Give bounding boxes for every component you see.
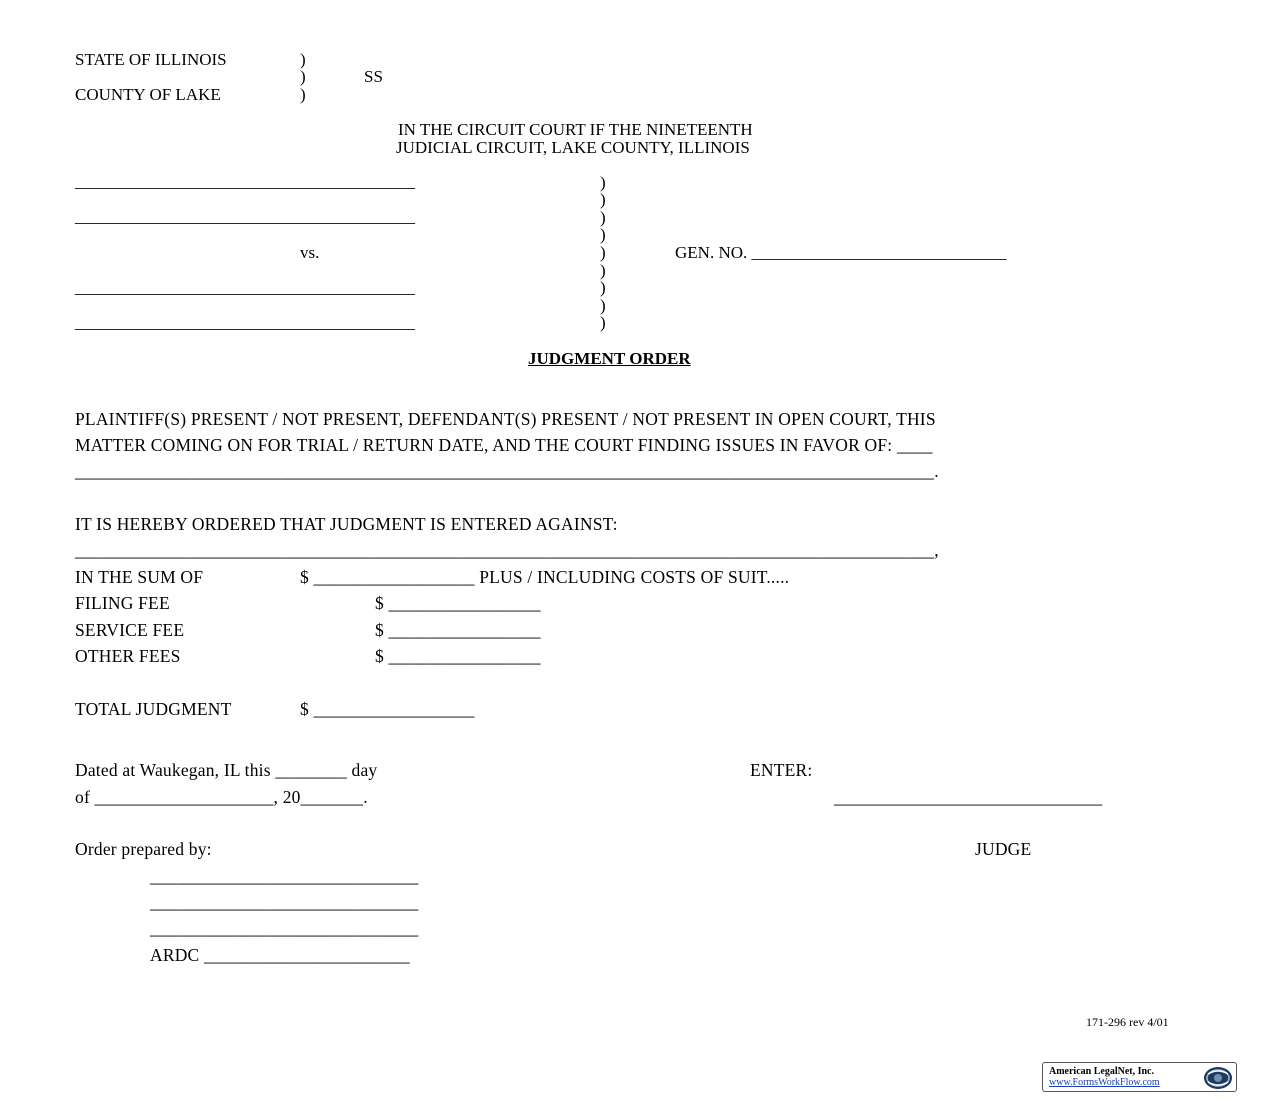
- logo-company: American LegalNet, Inc.: [1049, 1066, 1154, 1077]
- county-label: COUNTY OF LAKE: [75, 85, 221, 104]
- enter-label: ENTER:: [750, 760, 813, 780]
- sum-field[interactable]: $ __________________ PLUS / INCLUDING COSTS OF SUIT.....: [300, 567, 790, 587]
- defendant-line[interactable]: ________________________________________: [75, 313, 415, 332]
- judge-label: JUDGE: [975, 839, 1032, 859]
- plaintiff-line[interactable]: ________________________________________: [75, 172, 415, 191]
- vs-label: vs.: [300, 243, 320, 262]
- preparer-line[interactable]: ______________________________: [150, 918, 419, 938]
- findings-line2[interactable]: MATTER COMING ON FOR TRIAL / RETURN DATE, AND THE COURT FINDING ISSUES IN FAVOR OF: ____: [75, 435, 933, 455]
- globe-icon: [1200, 1065, 1234, 1091]
- american-legalnet-logo[interactable]: [1042, 1062, 1237, 1092]
- service-fee-label: SERVICE FEE: [75, 620, 185, 640]
- page-title: JUDGMENT ORDER: [528, 349, 691, 368]
- caption-paren: ): [600, 313, 606, 332]
- prepared-by-label: Order prepared by:: [75, 839, 212, 859]
- service-fee-field[interactable]: $ _________________: [375, 620, 541, 640]
- sum-label: IN THE SUM OF: [75, 567, 204, 587]
- caption-paren: ): [600, 208, 606, 227]
- preparer-line[interactable]: ______________________________: [150, 866, 419, 886]
- caption-paren: ): [600, 173, 606, 192]
- findings-line3[interactable]: ________________________________________________________________________________________________.: [75, 461, 939, 481]
- dated-line2[interactable]: of ____________________, 20_______.: [75, 787, 368, 807]
- other-fees-field[interactable]: $ _________________: [375, 646, 541, 666]
- preparer-line[interactable]: ______________________________: [150, 892, 419, 912]
- caption-paren: ): [600, 296, 606, 315]
- filing-fee-field[interactable]: $ _________________: [375, 593, 541, 613]
- court-heading-line1: IN THE CIRCUIT COURT IF THE NINETEENTH: [398, 120, 753, 139]
- defendant-line[interactable]: ________________________________________: [75, 278, 415, 297]
- venue-paren: ): [300, 67, 306, 86]
- caption-paren: ): [600, 190, 606, 209]
- venue-paren: ): [300, 50, 306, 69]
- court-heading-line2: JUDICIAL CIRCUIT, LAKE COUNTY, ILLINOIS: [396, 138, 750, 157]
- caption-paren: ): [600, 278, 606, 297]
- form-number: 171-296 rev 4/01: [1086, 1015, 1169, 1029]
- plaintiff-line[interactable]: ________________________________________: [75, 207, 415, 226]
- ss-label: SS: [364, 67, 383, 86]
- total-judgment-label: TOTAL JUDGMENT: [75, 699, 232, 719]
- logo-url-link[interactable]: www.FormsWorkFlow.com: [1049, 1077, 1160, 1088]
- caption-paren: ): [600, 261, 606, 280]
- caption-paren: ): [600, 225, 606, 244]
- order-against-line[interactable]: ________________________________________________________________________________________________,: [75, 540, 939, 560]
- judge-signature-line[interactable]: ______________________________: [834, 787, 1103, 807]
- dated-line1[interactable]: Dated at Waukegan, IL this ________ day: [75, 760, 378, 780]
- findings-line1: PLAINTIFF(S) PRESENT / NOT PRESENT, DEFENDANT(S) PRESENT / NOT PRESENT IN OPEN COURT, THIS: [75, 409, 936, 429]
- gen-no-field[interactable]: GEN. NO. ______________________________: [675, 243, 1007, 262]
- filing-fee-label: FILING FEE: [75, 593, 170, 613]
- caption-paren: ): [600, 243, 606, 262]
- ardc-field[interactable]: ARDC _______________________: [150, 945, 410, 965]
- state-label: STATE OF ILLINOIS: [75, 50, 227, 69]
- other-fees-label: OTHER FEES: [75, 646, 181, 666]
- venue-paren: ): [300, 85, 306, 104]
- total-judgment-field[interactable]: $ __________________: [300, 699, 475, 719]
- order-line1: IT IS HEREBY ORDERED THAT JUDGMENT IS ENTERED AGAINST:: [75, 514, 618, 534]
